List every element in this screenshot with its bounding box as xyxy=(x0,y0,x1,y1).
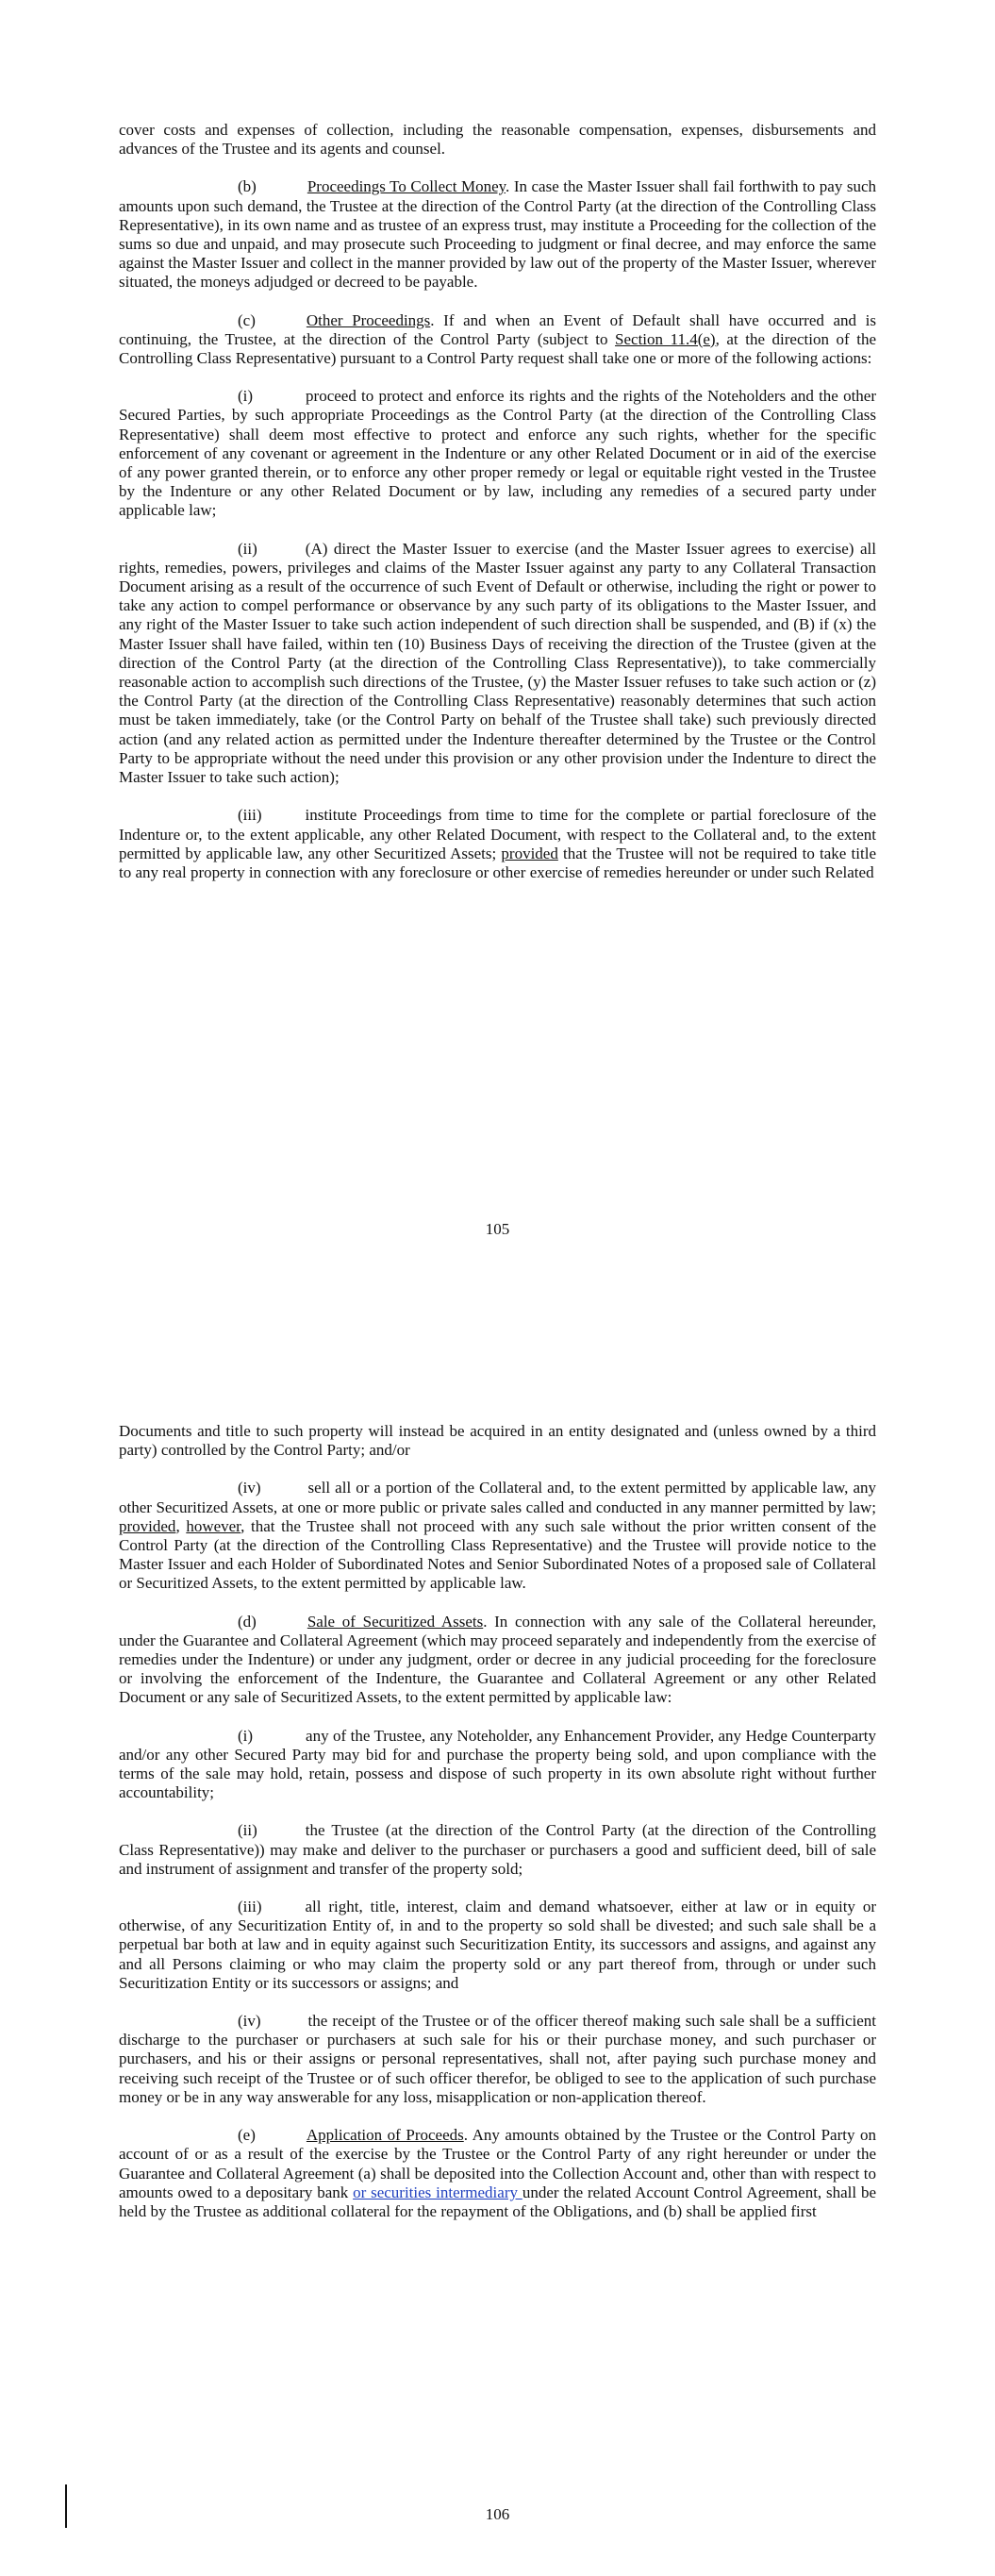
paragraph-d-iv xyxy=(119,2012,876,2107)
clause-label: (iii) xyxy=(238,806,262,825)
paragraph-d-iii xyxy=(119,1898,876,1993)
paragraph-text: cover costs and expenses of collection, including the reasonable compensation, expenses, disbursements and advances of the Trustee and its agents and counsel. xyxy=(119,121,876,159)
clause-label: (i) xyxy=(238,1726,254,1745)
paragraph-text: Documents and title to such property will instead be acquired in an entity designated and (unless owned by a third party) controlled by the Control Party; and/or xyxy=(119,1422,876,1460)
paragraph-d-sale-of-securitized-assets xyxy=(119,1613,876,1708)
section-heading: Proceedings To Collect Money xyxy=(307,177,506,196)
clause-label: (b) xyxy=(238,177,257,196)
clause-label: (ii) xyxy=(238,539,257,558)
paragraph-text: , at the direction of the Controlling Class Representative) pursuant to a Control Party request shall take one or more of the following actions: xyxy=(119,329,877,368)
paragraph-text: under the related Account Control Agreement, shall be held by the Trustee as additional collateral for the repayment of the Obligations, and (b) shall be applied first xyxy=(119,2183,876,2220)
paragraph-e-application-of-proceeds xyxy=(119,2126,876,2221)
punctuation: , xyxy=(175,1516,187,1535)
clause-label: (c) xyxy=(238,310,256,329)
page-number: 105 xyxy=(485,1220,510,1238)
paragraph-text: . If and when an Event of Default shall have occurred and is continuing, the Trustee, at the direction of the Control Party (subject to xyxy=(119,310,876,348)
paragraph-continuation xyxy=(119,1422,876,1460)
clause-label: (d) xyxy=(238,1612,257,1631)
paragraph-c-iii xyxy=(119,806,876,882)
paragraph-text: that the Trustee will not be required to take title to any real property in connection with any foreclosure or other exercise of remedies hereunder or under such Related xyxy=(119,844,876,881)
paragraph-text: . In case the Master Issuer shall fail forthwith to pay such amounts upon such demand, the Trustee at the direction of the Control Party (at the direction of the Controlling Class Representative), in its own name and as trustee of an express trust, may institute a Proceeding for the collection of the sums so due and unpaid, and may prosecute such Proceeding to judgment or final decree, and may enforce the same against the Master Issuer and collect in the manner provided by law out of the property of the Master Issuer, wherever situated, the moneys adjudged or decreed to be payable. xyxy=(119,177,877,292)
clause-label: (i) xyxy=(238,387,254,406)
clause-label: (ii) xyxy=(238,1821,257,1840)
paragraph-b-proceedings-to-collect-money xyxy=(119,177,876,292)
clause-label: (iii) xyxy=(238,1898,262,1916)
paragraph-c-other-proceedings xyxy=(119,311,876,369)
paragraph-text: . In connection with any sale of the Collateral hereunder, under the Guarantee and Collateral Agreement (which may proceed separately and independently from the exercise of remedies under the Indenture) or under any judgment, order or decree in any judicial proceeding for the foreclosure or involving the enforcement of the Indenture, the Guarantee and Collateral Agreement or any other Related Document or any sale of Securitized Assets, to the extent permitted by applicable law: xyxy=(119,1612,876,1707)
paragraph-text: sell all or a portion of the Collateral and, to the extent permitted by applicable law, any other Securitized Assets, at one or more public or private sales called and conducted in any manner permitted by law; xyxy=(119,1479,876,1516)
section-heading: Application of Proceeds xyxy=(306,2126,464,2145)
paragraph-text: institute Proceedings from time to time for the complete or partial foreclosure of the Indenture or, to the extent applicable, any other Related Document, with respect to the Collateral and, to the extent permitted by applicable law, any other Securitized Assets; xyxy=(119,806,876,862)
paragraph-d-ii xyxy=(119,1821,876,1879)
clause-label: (e) xyxy=(238,2126,256,2145)
paragraph-c-iv xyxy=(119,1479,876,1593)
page-body xyxy=(119,121,876,901)
page-number: 106 xyxy=(485,2505,510,2523)
clause-label: (iv) xyxy=(238,2012,261,2031)
section-reference: Section 11.4(e) xyxy=(615,329,716,348)
paragraph-text: any of the Trustee, any Noteholder, any Enhancement Provider, any Hedge Counterparty and/or any other Secured Party may bid for and purchase the property being sold, and upon compliance with the terms of the sale may hold, retain, possess and dispose of such property in its own absolute right without further accountability; xyxy=(119,1726,876,1802)
paragraph-continuation xyxy=(119,121,876,159)
section-heading: Sale of Securitized Assets xyxy=(307,1612,484,1631)
paragraph-text: the Trustee (at the direction of the Control Party (at the direction of the Controlling Class Representative)) may make and deliver to the purchaser or purchasers a good and sufficient deed, bill of sale and instrument of assignment and transfer of the property sold; xyxy=(119,1821,876,1878)
paragraph-text: all right, title, interest, claim and demand whatsoever, either at law or in equity or otherwise, of any Securitization Entity of, in and to the property so sold shall be divested; and such sale shall be a perpetual bar both at law and in equity against such Securitization Entity, its successors and assigns, and against any and all Persons claiming or who may claim the property sold or any part thereof from, through or under such Securitization Entity or its successors or assigns; and xyxy=(119,1898,876,1992)
paragraph-text: proceed to protect and enforce its rights and the rights of the Noteholders and the other Secured Parties, by such appropriate Proceedings as the Control Party (at the direction of the Controlling Class Representative) shall deem most effective to protect and enforce any such rights, whether for the specific enforcement of any covenant or agreement in the Indenture or any other Related Document or in aid of the exercise of any power granted therein, or to enforce any other proper remedy or legal or equitable right vested in the Trustee by the Indenture or any other Related Document or by law, including any remedies of a secured party under applicable law; xyxy=(119,387,876,520)
provided-term: provided xyxy=(119,1516,176,1535)
provided-term: provided xyxy=(501,844,558,862)
paragraph-d-i xyxy=(119,1727,876,1803)
paragraph-c-ii xyxy=(119,540,876,788)
document-page-106 xyxy=(0,1288,995,2576)
paragraph-c-i xyxy=(119,387,876,520)
paragraph-text: . Any amounts obtained by the Trustee or the Control Party on account of or as a result of the exercise by the Trustee or the Control Party of any right hereunder or under the Guarantee and Collateral Agreement (a) shall be deposited into the Collection Account and, other than with respect to amounts owed to a depositary bank xyxy=(119,2126,876,2201)
paragraph-text: (A) direct the Master Issuer to exercise (and the Master Issuer agrees to exercise) all rights, remedies, powers, privileges and claims of the Master Issuer against any party to any Collateral Transaction Document arising as a result of the occurrence of such Event of Default or otherwise, including the right or power to take any action to compel performance or observance by any such party of its obligations to the Master Issuer, and any right of the Master Issuer to take such action independent of such direction shall be suspended, and (B) if (x) the Master Issuer shall have failed, within ten (10) Business Days of receiving the direction of the Trustee (given at the direction of the Control Party (at the direction of the Controlling Class Representative)), to take commercially reasonable action to accomplish such directions of the Trustee, (y) the Master Issuer refuses to take such action or (z) the Control Party (at the direction of the Controlling Class Representative) reasonably determines that such action must be taken immediately, take (or the Control Party on behalf of the Trustee shall take) such previously directed action (and any related action as permitted under the Indenture thereafter determined by the Trustee or the Control Party to be appropriate without the need under this provision or any other provision under the Indenture to direct the Master Issuer to take such action); xyxy=(119,539,876,787)
paragraph-text: , that the Trustee shall not proceed with any such sale without the prior written consent of the Control Party (at the direction of the Controlling Class Representative) and the Trustee will provide notice to the Master Issuer and each Holder of Subordinated Notes and Senior Subordinated Notes of a proposed sale of Collateral or Securitized Assets, to the extent permitted by applicable law. xyxy=(119,1516,877,1593)
page-body xyxy=(119,1422,876,2240)
however-term: however xyxy=(186,1516,241,1535)
paragraph-text: the receipt of the Trustee or of the officer thereof making such sale shall be a sufficient discharge to the purchaser or purchasers at such sale for his or their purchase money, and such purchaser or purchasers, and his or their assigns or personal representatives, shall not, after paying such purchase money and receiving such receipt of the Trustee or of such officer therefor, be obliged to see to the application of such purchase money or be in any way answerable for any loss, misapplication or non-application thereof. xyxy=(119,2012,876,2106)
section-heading: Other Proceedings xyxy=(306,310,431,329)
clause-label: (iv) xyxy=(238,1479,261,1497)
securities-intermediary-link[interactable]: or securities intermediary xyxy=(353,2183,522,2201)
